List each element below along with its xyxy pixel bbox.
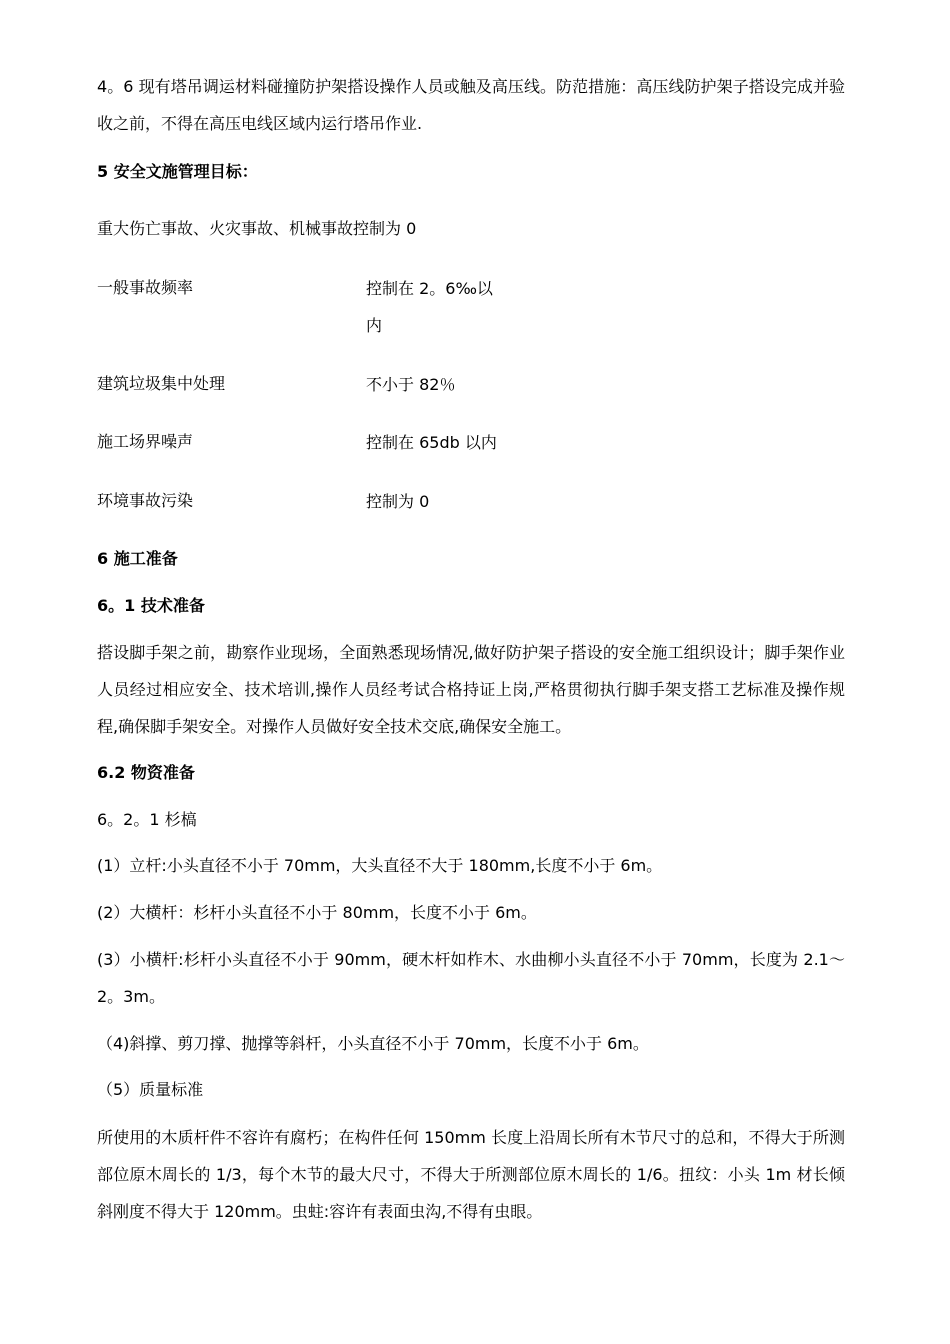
target-value: 控制在 2。6‰以内 <box>366 279 493 335</box>
list-item: (2）大横杆：杉杆小头直径不小于 80mm，长度不小于 6m。 <box>97 903 537 922</box>
subheading-6-2-1-fir-poles: 6。2。1 杉槁 <box>97 810 197 829</box>
paragraph-4-6: 4。6 现有塔吊调运材料碰撞防护架搭设操作人员或触及高压线。防范措施：高压线防护架子搭设完成并验收之前，不得在高压电线区域内运行塔吊作业. <box>97 77 845 133</box>
paragraph-6-1: 搭设脚手架之前，勘察作业现场，全面熟悉现场情况,做好防护架子搭设的安全施工组织设计；脚手架作业人员经过相应安全、技术培训,操作人员经考试合格持证上岗,严格贯彻执行脚手架支搭工艺标准及操作规程,确保脚手架安全。对操作人员做好安全技术交底,确保安全施工。 <box>97 643 845 736</box>
target-value: 不小于 82％ <box>366 375 456 394</box>
list-item: (3）小横杆:杉杆小头直径不小于 90mm，硬木杆如柞木、水曲柳小头直径不小于 70mm，长度为 2.1～2。3m。 <box>97 950 845 1006</box>
target-label: 一般事故频率 <box>97 278 194 297</box>
target-line-major-accidents: 重大伤亡事故、火灾事故、机械事故控制为 0 <box>97 219 417 238</box>
list-item: （4)斜撑、剪刀撑、抛撑等斜杆，小头直径不小于 70mm，长度不小于 6m。 <box>97 1034 649 1053</box>
target-label: 环境事故污染 <box>97 491 194 510</box>
target-value: 控制在 65db 以内 <box>366 433 497 452</box>
heading-6-preparation: 6 施工准备 <box>97 549 178 568</box>
heading-6-2-materials: 6.2 物资准备 <box>97 763 195 782</box>
paragraph-quality-standard: 所使用的木质杆件不容许有腐朽；在构件任何 150mm 长度上沿周长所有木节尺寸的总和，不得大于所测部位原木周长的 1/3，每个木节的最大尺寸，不得大于所测部位原木周长的 1/6。扭纹：小头 1m 材长倾斜刚度不得大于 120mm。虫蛀:容许有表面虫沟,不得有虫眼。 <box>97 1128 845 1221</box>
heading-6-1-technical: 6。1 技术准备 <box>97 596 205 615</box>
target-label: 施工场界噪声 <box>97 432 194 451</box>
target-value: 控制为 0 <box>366 492 430 511</box>
heading-5-safety-targets: 5 安全文施管理目标： <box>97 162 258 181</box>
target-label: 建筑垃圾集中处理 <box>97 374 226 393</box>
list-item: (1）立杆:小头直径不小于 70mm，大头直径不大于 180mm,长度不小于 6m。 <box>97 856 663 875</box>
list-item: （5）质量标准 <box>97 1080 204 1099</box>
